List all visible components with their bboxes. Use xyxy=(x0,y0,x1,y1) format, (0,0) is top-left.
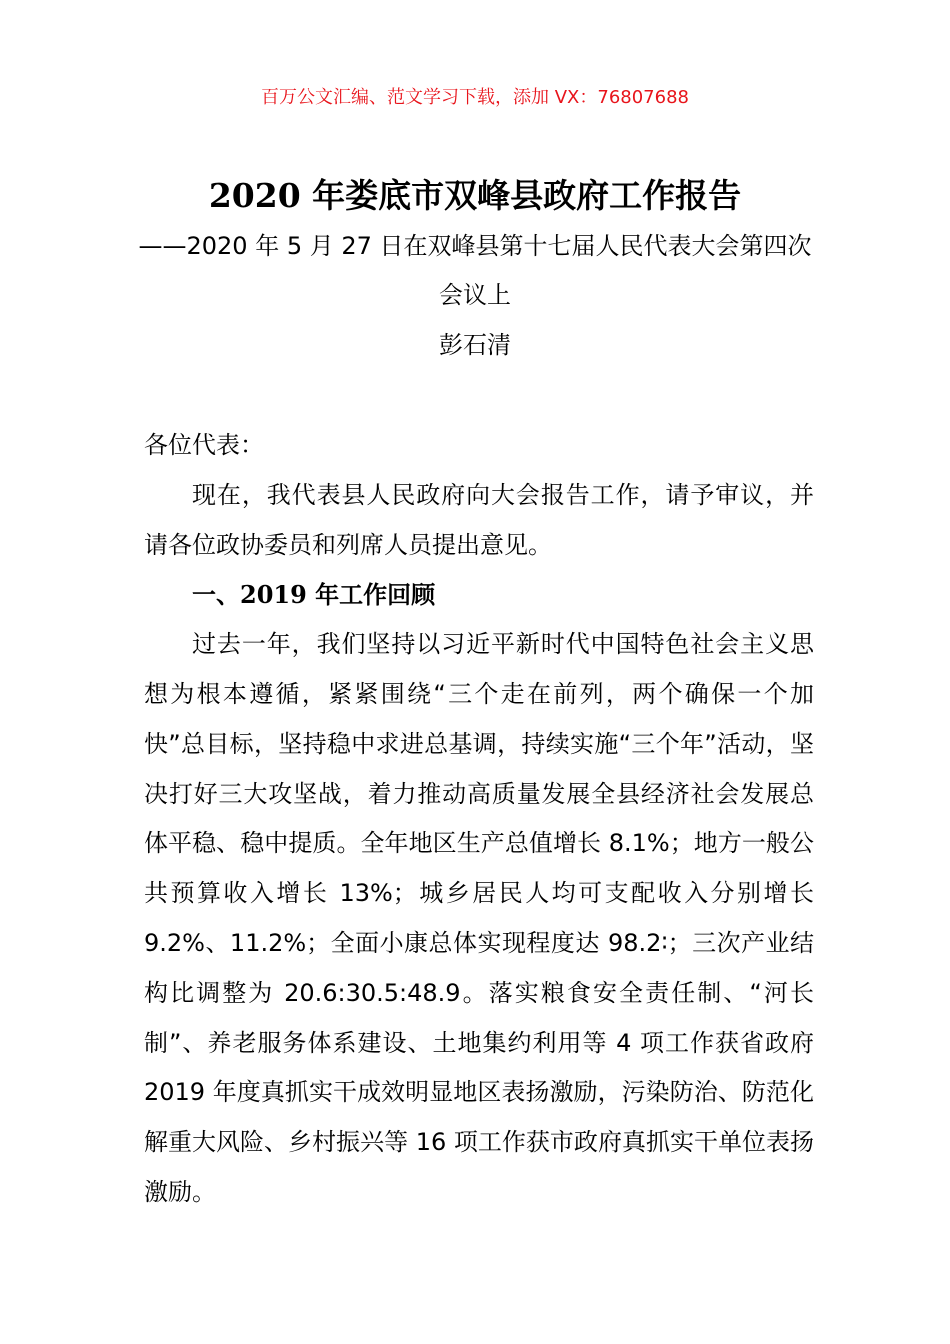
document-title: 2020 年娄底市双峰县政府工作报告 xyxy=(208,176,742,215)
section-paragraph: 过去一年，我们坚持以习近平新时代中国特色社会主义思想为根本遵循，紧紧围绕“三个走在前列，两个确保一个加快”总目标，坚持稳中求进总基调，持续实施“三个年”活动，坚决打好三大攻坚战，着力推动高质量发展全县经济社会发展总体平稳、稳中提质。全年地区生产总值增长 8.1%；地方一般公共预算收入增长 13%；城乡居民人均可支配收入分别增长 9.2%、11.2%；全面小康总体实现程度达 98.2∶；三次产业结构比调整为 20.6:30.5:48.9。落实粮食安全责任制、“河长制”、养老服务体系建设、土地集约利用等 4 项工作获省政府 2019 年度真抓实干成效明显地区表扬激励，污染防治、防范化解重大风险、乡村振兴等 16 项工作获市政府真抓实干单位表扬激励。 xyxy=(144,630,814,1206)
section-heading: 一、2019 年工作回顾 xyxy=(192,580,436,610)
document-subtitle: ——2020 年 5 月 27 日在双峰县第十七届人民代表大会第四次会议上 xyxy=(138,232,812,309)
document-body xyxy=(144,421,814,1218)
document-author: 彭石清 xyxy=(439,331,511,359)
watermark-banner: 百万公文汇编、范文学习下载，添加 VX：76807688 xyxy=(261,87,689,108)
intro-paragraph: 现在，我代表县人民政府向大会报告工作，请予审议，并请各位政协委员和列席人员提出意见。 xyxy=(144,480,814,559)
salutation: 各位代表： xyxy=(144,431,264,459)
